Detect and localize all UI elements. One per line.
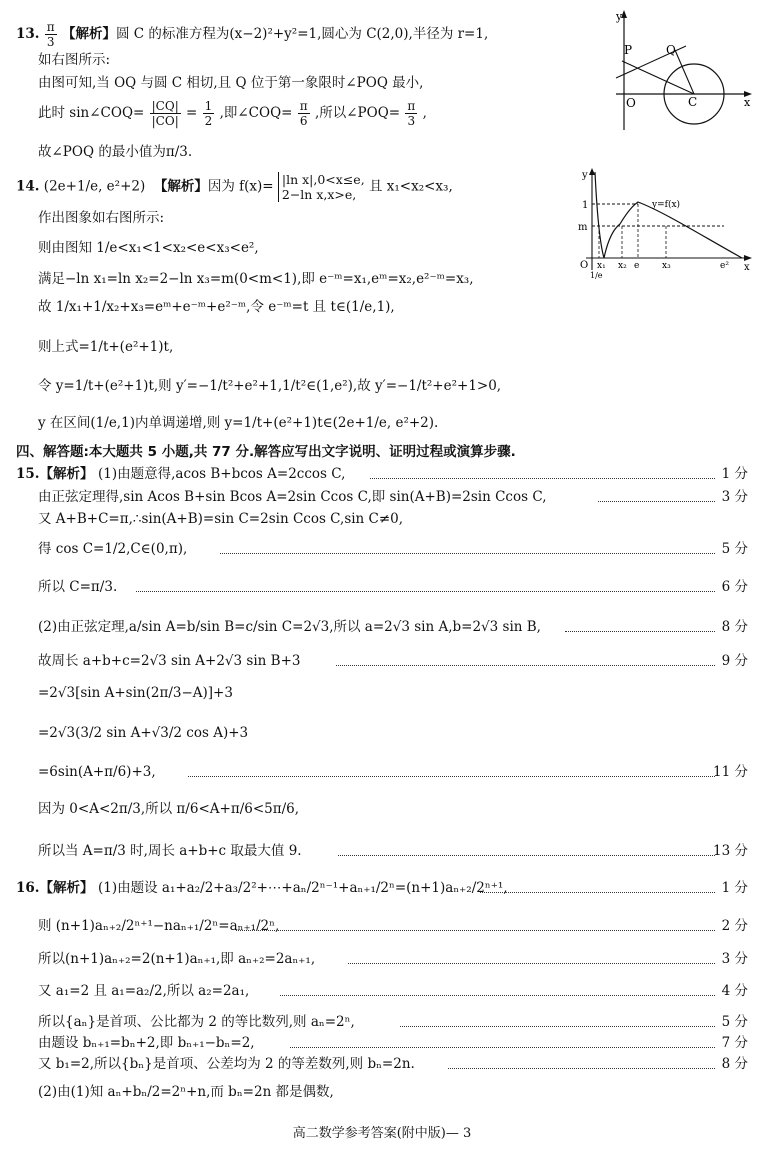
page-footer: 高二数学参考答案(附中版)— 3 <box>292 1126 472 1141</box>
q15-line: 由正弦定理得,sin Acos B+sin Bcos A=2sin Ccos C,即 sin(A+B)=2sin Ccos C, <box>38 489 547 505</box>
q15-line: 得 cos C=1/2,C∈(0,π), <box>38 541 188 557</box>
q15-points: 11 分 <box>713 764 748 780</box>
q14-line3: 则由图知 1/e<x₁<1<x₂<e<x₃<e², <box>38 240 259 256</box>
q16-points: 4 分 <box>721 983 748 999</box>
q15-points: 9 分 <box>721 653 748 669</box>
q14-answer: (2e+1/e, e²+2) <box>43 178 146 195</box>
q14-line4: 满足−ln x₁=ln x₂=2−ln x₃=m(0<m<1),即 e⁻ᵐ=x₁,eᵐ=x₂,e²⁻ᵐ=x₃, <box>38 271 474 287</box>
q16-number: 16.【解析】 <box>16 880 94 896</box>
q13-answer: $\frac{\pi}{3}$ <box>46 20 55 49</box>
q15-line: 因为 0<A<2π/3,所以 π/6<A+π/6<5π/6, <box>38 801 300 817</box>
q16-points: 2 分 <box>721 918 748 934</box>
section-4-header: 四、解答题:本大题共 5 小题,共 77 分.解答应写出文字说明、证明过程或演算步骤. <box>16 444 516 460</box>
q15-number: 15.【解析】 <box>16 466 94 482</box>
q14-header: 14. (2e+1/e, e²+2) 【解析】因为 f(x)= |ln x|,0<x≤e, 2−ln x,x>e, 且 x₁<x₂<x₃, <box>16 172 453 202</box>
q16-line: (1)由题设 a₁+a₂/2+a₃/2²+⋯+aₙ/2ⁿ⁻¹+aₙ₊₁/2ⁿ=(n+1)aₙ₊₂/2ⁿ⁺¹, <box>98 880 508 896</box>
q16-line: 则 (n+1)aₙ₊₂/2ⁿ⁺¹−naₙ₊₁/2ⁿ=aₙ₊₁/2ⁿ, <box>38 918 280 934</box>
q13-line2: 如右图所示: <box>38 52 111 68</box>
fig2-label-x: x <box>744 262 750 273</box>
q13-line4: 此时 sin∠COQ= $\frac{|CQ|}{|CO|}$ = $\frac{1}{2}$ ,即∠COQ= $\frac{\pi}{6}$ ,所以∠POQ= $\frac{\pi}{3}$ , <box>38 99 427 128</box>
q15-line: 所以当 A=π/3 时,周长 a+b+c 取最大值 9. <box>38 843 302 859</box>
fig2-label-x3: x₃ <box>662 261 671 271</box>
q14-line7: 令 y=1/t+(e²+1)t,则 y′=−1/t²+e²+1,1/t²∈(1,e²),故 y′=−1/t²+e²+1>0, <box>38 378 502 394</box>
q14-line8: y 在区间(1/e,1)内单调递增,则 y=1/t+(e²+1)t∈(2e+1/e, e²+2). <box>38 415 439 431</box>
q16-points: 1 分 <box>721 880 748 896</box>
q14-line5: 故 1/x₁+1/x₂+x₃=eᵐ+e⁻ᵐ+e²⁻ᵐ,令 e⁻ᵐ=t 且 t∈(1/e,1), <box>38 299 395 315</box>
fig2-label-m: m <box>578 222 588 233</box>
q15-points: 8 分 <box>721 619 748 635</box>
figure-circle <box>596 6 756 134</box>
q16-line: 所以{aₙ}是首项、公比都为 2 的等比数列,则 aₙ=2ⁿ, <box>38 1014 355 1030</box>
fig2-curve <box>595 172 742 258</box>
q15-points: 1 分 <box>721 466 748 482</box>
fig1-label-x: x <box>744 96 751 109</box>
fig2-label-inv-e: 1/e <box>590 271 603 280</box>
q15-points: 6 分 <box>721 579 748 595</box>
q16-line: (2)由(1)知 aₙ+bₙ/2=2ⁿ+n,而 bₙ=2n 都是偶数, <box>38 1084 334 1100</box>
q15-points: 13 分 <box>713 843 748 859</box>
fig1-label-c: C <box>688 95 698 109</box>
q16-line: 由题设 bₙ₊₁=bₙ+2,即 bₙ₊₁−bₙ=2, <box>38 1035 255 1051</box>
fig2-label-one: 1 <box>582 200 589 211</box>
fig2-label-y: y <box>582 170 588 181</box>
q15-line: (1)由题意得,acos B+bcos A=2ccos C, <box>98 466 346 482</box>
q15-points: 3 分 <box>721 489 748 505</box>
q16-points: 3 分 <box>721 951 748 967</box>
q15-line: 所以 C=π/3. <box>38 579 118 595</box>
q15-line: 故周长 a+b+c=2√3 sin A+2√3 sin B+3 <box>38 653 301 669</box>
q15-line: 又 A+B+C=π,∴sin(A+B)=sin C=2sin Ccos C,sin C≠0, <box>38 511 404 527</box>
q15-line: (2)由正弦定理,a/sin A=b/sin B=c/sin C=2√3,所以 a=2√3 sin A,b=2√3 sin B, <box>38 619 541 635</box>
q16-points: 8 分 <box>721 1056 748 1072</box>
q13-line3: 由图可知,当 OQ 与圆 C 相切,且 Q 位于第一象限时∠POQ 最小, <box>38 75 424 91</box>
q16-line: 又 a₁=2 且 a₁=a₂/2,所以 a₂=2a₁, <box>38 983 250 999</box>
q14-line6: 则上式=1/t+(e²+1)t, <box>38 339 174 355</box>
fig1-line-qc <box>675 50 694 94</box>
fig2-label-func: y=f(x) <box>652 200 681 210</box>
fig2-label-x1: x₁ <box>597 261 606 271</box>
q16-points: 5 分 <box>721 1014 748 1030</box>
q15-points: 5 分 <box>721 541 748 557</box>
q16-line: 所以(n+1)aₙ₊₂=2(n+1)aₙ₊₁,即 aₙ₊₂=2aₙ₊₁, <box>38 951 316 967</box>
q13-header: 13. $\frac{\pi}{3}$ 【解析】圆 C 的标准方程为(x−2)²+y²=1,圆心为 C(2,0),半径为 r=1, <box>16 20 489 49</box>
fig1-label-q: Q <box>666 43 676 57</box>
q16-line: 又 b₁=2,所以{bₙ}是首项、公差均为 2 的等差数列,则 bₙ=2n. <box>38 1056 415 1072</box>
q14-line2: 作出图象如右图所示: <box>38 210 165 226</box>
fig2-label-e2: e² <box>720 261 729 271</box>
fig1-label-o: O <box>626 96 636 110</box>
figure-function <box>574 164 756 280</box>
fig1-label-y: y <box>616 10 623 23</box>
q13-line5: 故∠POQ 的最小值为π/3. <box>38 144 193 160</box>
q15-line: =2√3[sin A+sin(2π/3−A)]+3 <box>38 685 233 701</box>
fig2-label-o: O <box>580 260 589 271</box>
q15-line: =6sin(A+π/6)+3, <box>38 764 156 780</box>
q16-points: 7 分 <box>721 1035 748 1051</box>
fig1-label-p: P <box>624 43 633 57</box>
fig2-label-x2: x₂ <box>618 261 627 271</box>
q15-line: =2√3(3/2 sin A+√3/2 cos A)+3 <box>38 725 249 741</box>
fig2-label-e: e <box>634 261 640 271</box>
